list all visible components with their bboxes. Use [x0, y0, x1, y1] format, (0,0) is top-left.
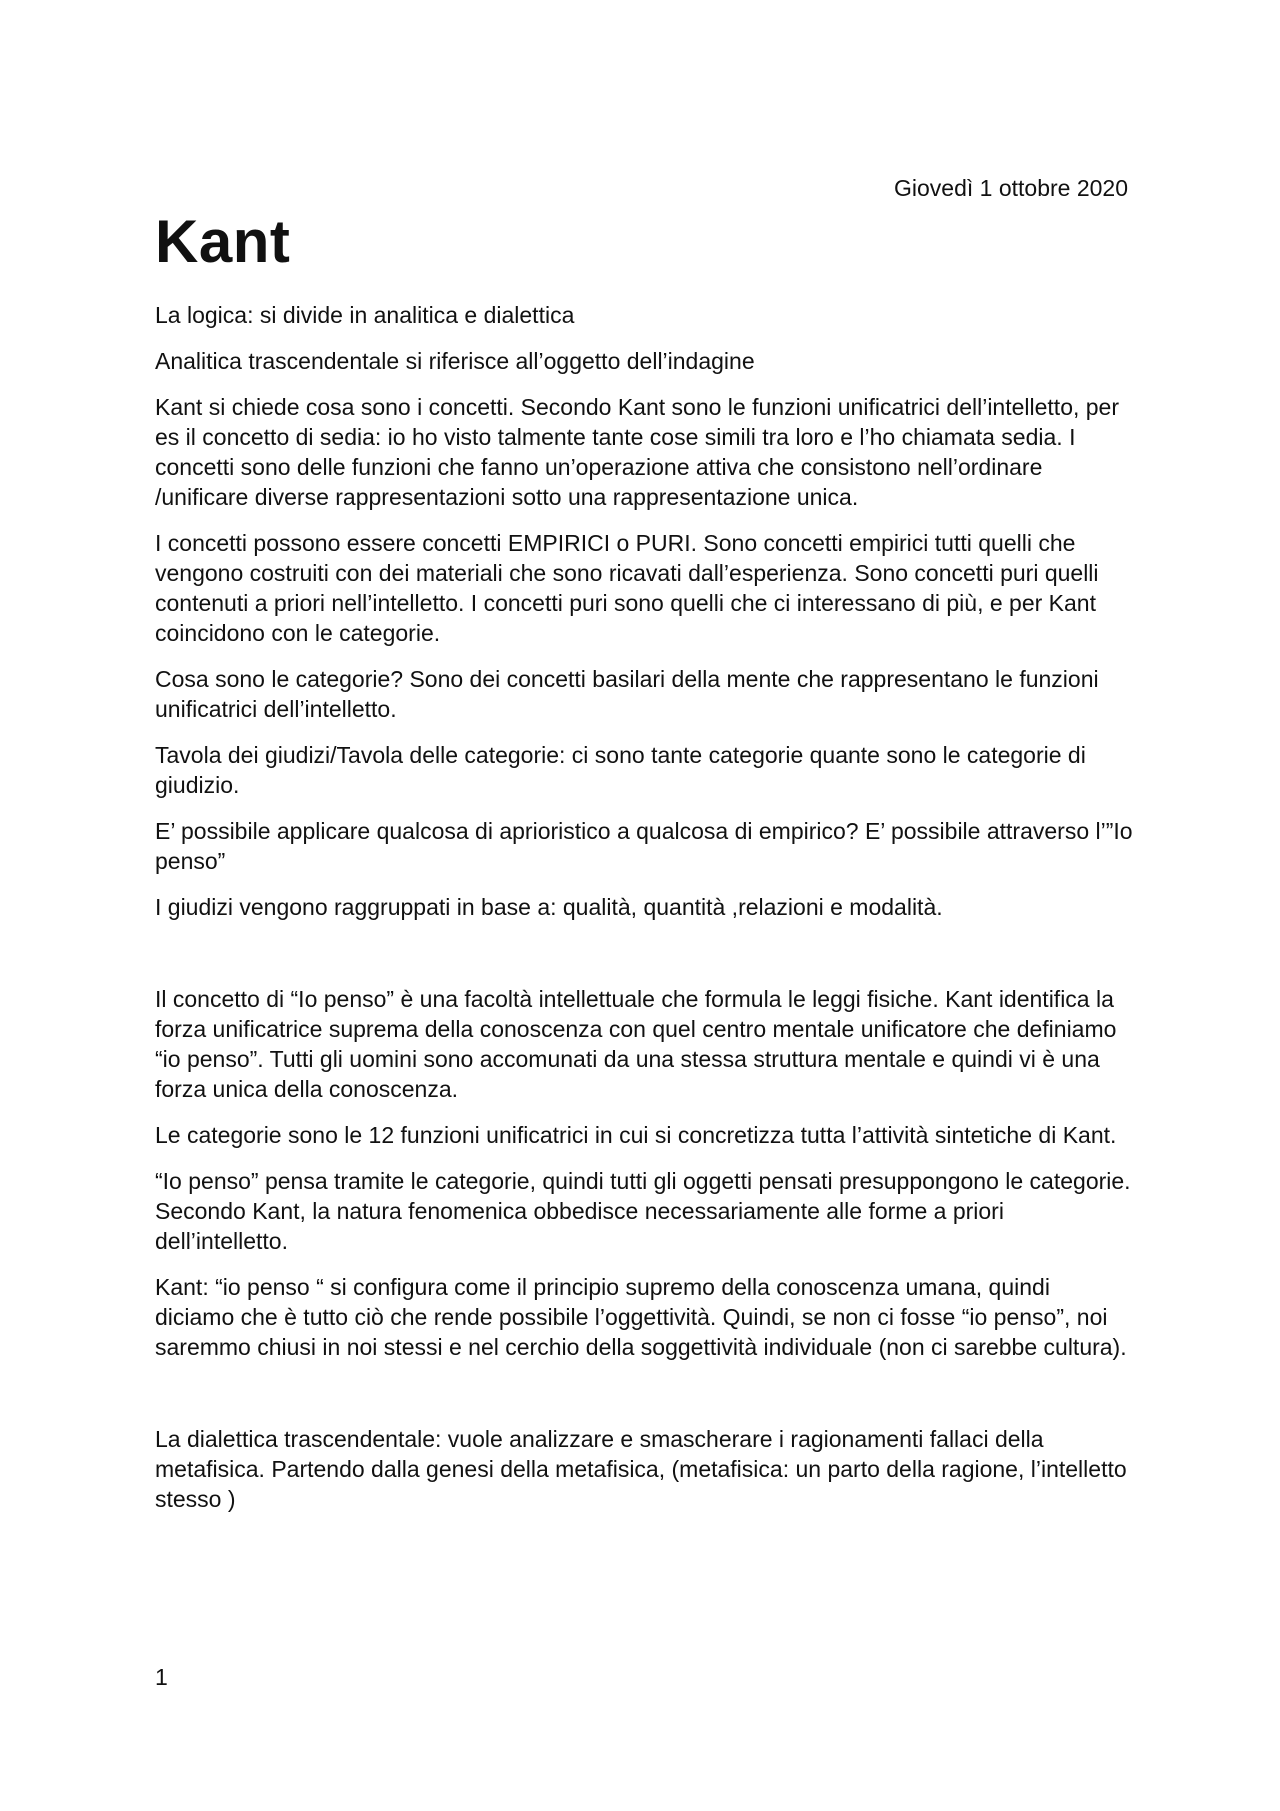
paragraph: La dialettica trascendentale: vuole analizzare e smascherare i ragionamenti fallaci della metafisica. Partendo dalla genesi della metafisica, (metafisica: un parto della ragione, l’intelletto stesso ): [155, 1426, 1127, 1512]
paragraph: Kant si chiede cosa sono i concetti. Secondo Kant sono le funzioni unificatrici dell’intelletto, per es il concetto di sedia: io ho visto talmente tante cose simili tra loro e l’ho chiamata sedia. I concetti sono delle funzioni che fanno un’operazione attiva che consistono nell’ordinare /unificare diverse rappresentazioni sotto una rappresentazione unica.: [155, 394, 1120, 510]
paragraph: Cosa sono le categorie? Sono dei concetti basilari della mente che rappresentano le funzioni unificatrici dell’intelletto.: [155, 666, 1099, 722]
document-body: [155, 300, 1135, 1530]
paragraph: “Io penso” pensa tramite le categorie, quindi tutti gli oggetti pensati presuppongono le categorie. Secondo Kant, la natura fenomenica obbedisce necessariamente alle forme a priori dell’intelletto.: [155, 1168, 1131, 1254]
page-number: 1: [155, 1664, 168, 1690]
paragraph: Analitica trascendentale si riferisce all’oggetto dell’indagine: [155, 348, 755, 374]
document-title: Kant: [155, 208, 291, 275]
document-date: Giovedì 1 ottobre 2020: [894, 175, 1128, 201]
paragraph: I concetti possono essere concetti EMPIRICI o PURI. Sono concetti empirici tutti quelli che vengono costruiti con dei materiali che sono ricavati dall’esperienza. Sono concetti puri quelli contenuti a priori nell’intelletto. I concetti puri sono quelli che ci interessano di più, e per Kant coincidono con le categorie.: [155, 530, 1099, 646]
paragraph: I giudizi vengono raggruppati in base a: qualità, quantità ,relazioni e modalità.: [155, 894, 943, 920]
paragraph: La logica: si divide in analitica e dialettica: [155, 302, 575, 328]
paragraph: Le categorie sono le 12 funzioni unificatrici in cui si concretizza tutta l’attività sintetiche di Kant.: [155, 1122, 1117, 1148]
paragraph: E’ possibile applicare qualcosa di aprioristico a qualcosa di empirico? E’ possibile attraverso l’”Io penso”: [155, 818, 1133, 874]
paragraph: Tavola dei giudizi/Tavola delle categorie: ci sono tante categorie quante sono le categorie di giudizio.: [155, 742, 1086, 798]
paragraph: Kant: “io penso “ si configura come il principio supremo della conoscenza umana, quindi diciamo che è tutto ciò che rende possibile l’oggettività. Quindi, se non ci fosse “io penso”, noi saremmo chiusi in noi stessi e nel cerchio della soggettività individuale (non ci sarebbe cultura).: [155, 1274, 1127, 1360]
paragraph: Il concetto di “Io penso” è una facoltà intellettuale che formula le leggi fisiche. Kant identifica la forza unificatrice suprema della conoscenza con quel centro mentale unificatore che definiamo “io penso”. Tutti gli uomini sono accomunati da una stessa struttura mentale e quindi vi è una forza unica della conoscenza.: [155, 986, 1117, 1102]
